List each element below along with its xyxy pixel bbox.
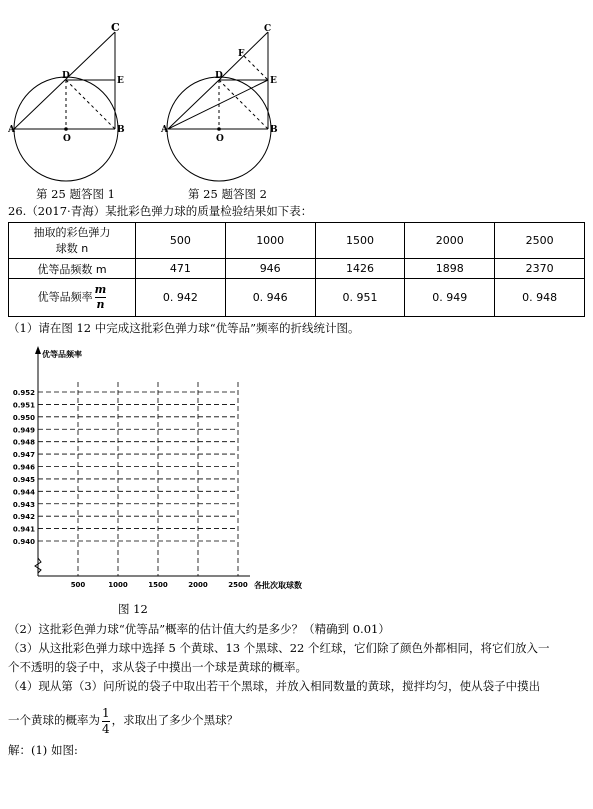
label-b: B [270,125,278,135]
figure-1-caption: 第 25 题答图 1 [36,187,115,201]
fraction-one-quarter [102,706,110,737]
x-tick-label: 500 [70,581,86,589]
y-axis-label: 优等品频率 [42,349,82,359]
label-a: A [8,125,15,135]
point-o [217,127,221,131]
label-e: E [270,76,277,86]
label-b: B [117,125,125,135]
label-o: O [216,134,224,144]
label-e: E [117,76,124,86]
segment-db-dashed [66,80,115,129]
x-tick-label: 1500 [148,581,168,589]
part-1-text: （1）请在图 12 中完成这批彩色弹力球“优等品”频率的折线统计图。 [8,321,360,335]
table-cell: 2000 [405,223,495,259]
x-tick-label: 1000 [108,581,128,589]
table-cell: 0. 946 [225,279,315,317]
table-cell: 1500 [315,223,405,259]
y-tick-label: 0.948 [12,438,35,447]
table-cell: 2500 [495,223,585,259]
frequency-label: 优等品频率 [37,290,93,304]
y-tick-label: 0.944 [12,488,35,497]
point-o [64,127,68,131]
fraction-numerator: 1 [102,705,110,720]
table-cell: 1000 [225,223,315,259]
y-tick-label: 0.943 [12,500,35,509]
label-d: D [62,71,70,81]
table-cell: 0. 951 [315,279,405,317]
table-cell: 0. 948 [495,279,585,317]
x-axis-label: 各批次取球数 [254,580,302,590]
label-a: A [161,125,168,135]
table-cell: 1426 [315,259,405,279]
row-header-m: 优等品频数 m [9,259,136,279]
segment-ad [168,80,219,129]
table-cell: 500 [136,223,226,259]
y-axis-arrow [35,346,41,354]
figure-2-caption: 第 25 题答图 2 [188,187,267,201]
table-row [9,223,585,259]
y-tick-label: 0.940 [12,538,35,546]
part-4-text-a: 一个黄球的概率为 [8,713,100,727]
part-3-line-2: 个不透明的袋子中，求从袋子中摸出一个球是黄球的概率。 [8,660,307,674]
segment-fe-dashed [244,56,268,80]
part-4-text-b: ，求取出了多少个黑球？ [111,713,239,727]
label-d: D [215,71,223,81]
fraction-numerator: m [94,283,107,296]
segment-db-dashed [219,80,268,129]
table-cell: 471 [136,259,226,279]
segment-ae [168,80,268,129]
y-tick-label: 0.946 [12,463,35,472]
y-tick-label: 0.945 [12,475,35,484]
chart-caption: 图 12 [118,602,148,616]
table-row [9,259,585,279]
row-header-frequency [9,279,136,317]
part-4-line-2 [8,704,238,737]
part-2-text: （2）这批彩色弹力球“优等品”概率的估计值大约是多少？（精确到 0.01） [8,622,390,636]
table-cell: 0. 942 [136,279,226,317]
table-cell: 0. 949 [405,279,495,317]
y-tick-label: 0.941 [12,525,35,534]
label-f: F [238,49,245,59]
row-header-n [9,223,136,259]
answer-text: 解：(1) 如图: [8,743,78,757]
quality-table [8,222,585,317]
header-line-1: 抽取的彩色弹力 [33,225,111,239]
y-tick-label: 0.952 [12,389,35,397]
figure-25-answer-2 [160,20,290,185]
y-tick-label: 0.951 [12,401,35,410]
question-title: 26.（2017·青海）某批彩色弹力球的质量检验结果如下表： [8,204,313,218]
y-tick-label: 0.949 [12,426,35,435]
frequency-line-chart [8,340,338,600]
figure-25-answer-1 [8,20,138,185]
label-c: C [111,21,120,34]
header-line-2: 球数 n [55,241,89,255]
x-tick-label: 2000 [188,581,208,589]
table-cell: 2370 [495,259,585,279]
part-3-line-1: （3）从这批彩色弹力球中选择 5 个黄球、13 个黑球、22 个红球，它们除了颜色外都相同，将它们放入一 [8,641,550,655]
fraction-denominator: n [96,298,105,311]
x-tick-label: 2500 [228,581,248,589]
label-o: O [63,134,71,144]
part-4-line-1: （4）现从第（3）问所说的袋子中取出若干个黑球，并放入相同数量的黄球，搅拌均匀，使从袋子中摸出 [8,679,541,693]
y-tick-label: 0.942 [12,513,35,522]
y-tick-label: 0.947 [12,451,35,460]
table-cell: 946 [225,259,315,279]
y-tick-label: 0.950 [12,413,35,422]
label-c: C [264,24,272,34]
table-cell: 1898 [405,259,495,279]
table-row [9,279,585,317]
fraction-m-over-n [95,283,107,312]
fraction-denominator: 4 [102,721,110,736]
